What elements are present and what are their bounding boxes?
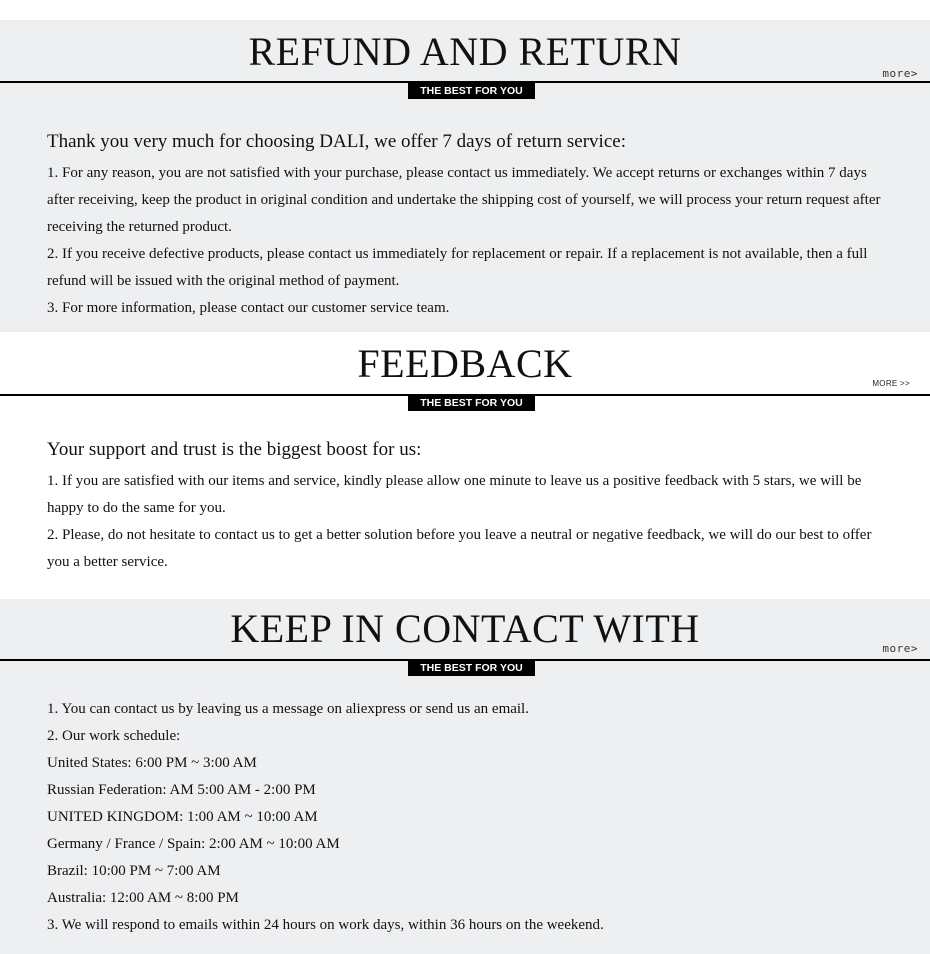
refund-list bbox=[47, 160, 887, 322]
feedback-more-link[interactable]: MORE >> bbox=[872, 379, 910, 388]
list-item: 1. For any reason, you are not satisfied with your purchase, please contact us immediately. We accept returns or exchanges within 7 days after receiving, keep the product in original condition and undertake the shipping cost of yourself, we will process your return request after receiving the returned product. bbox=[47, 165, 881, 235]
feedback-badge: THE BEST FOR YOU bbox=[408, 395, 535, 411]
list-item: 3. For more information, please contact our customer service team. bbox=[47, 300, 450, 316]
refund-lead: Thank you very much for choosing DALI, we offer 7 days of return service: bbox=[47, 131, 626, 152]
schedule-row: Germany / France / Spain: 2:00 AM ~ 10:00 AM bbox=[47, 836, 340, 852]
schedule-row: Russian Federation: AM 5:00 AM - 2:00 PM bbox=[47, 782, 316, 798]
list-item: 1. You can contact us by leaving us a message on aliexpress or send us an email. bbox=[47, 701, 529, 717]
schedule-row: Australia: 12:00 AM ~ 8:00 PM bbox=[47, 890, 239, 906]
contact-title: KEEP IN CONTACT WITH bbox=[230, 606, 700, 651]
contact-section bbox=[0, 599, 930, 954]
feedback-list bbox=[47, 468, 887, 576]
refund-more-link[interactable]: more> bbox=[882, 67, 918, 80]
contact-list bbox=[47, 696, 887, 939]
list-item: 2. Our work schedule: bbox=[47, 728, 181, 744]
refund-section bbox=[0, 20, 930, 332]
contact-badge: THE BEST FOR YOU bbox=[408, 660, 535, 676]
feedback-section bbox=[0, 332, 930, 599]
schedule-row: UNITED KINGDOM: 1:00 AM ~ 10:00 AM bbox=[47, 809, 318, 825]
feedback-title: FEEDBACK bbox=[357, 341, 573, 386]
refund-title: REFUND AND RETURN bbox=[248, 29, 682, 74]
list-item: 3. We will respond to emails within 24 hours on work days, within 36 hours on the weekend. bbox=[47, 917, 604, 933]
list-item: 2. Please, do not hesitate to contact us to get a better solution before you leave a neutral or negative feedback, we will do our best to offer you a better service. bbox=[47, 527, 872, 570]
list-item: 2. If you receive defective products, please contact us immediately for replacement or repair. If a replacement is not available, then a full refund will be issued with the original method of payment. bbox=[47, 246, 868, 289]
schedule-row: Brazil: 10:00 PM ~ 7:00 AM bbox=[47, 863, 221, 879]
contact-more-link[interactable]: more> bbox=[882, 642, 918, 655]
feedback-lead: Your support and trust is the biggest boost for us: bbox=[47, 439, 422, 460]
refund-badge: THE BEST FOR YOU bbox=[408, 83, 535, 99]
schedule-row: United States: 6:00 PM ~ 3:00 AM bbox=[47, 755, 257, 771]
list-item: 1. If you are satisfied with our items and service, kindly please allow one minute to leave us a positive feedback with 5 stars, we will be happy to do the same for you. bbox=[47, 473, 862, 516]
